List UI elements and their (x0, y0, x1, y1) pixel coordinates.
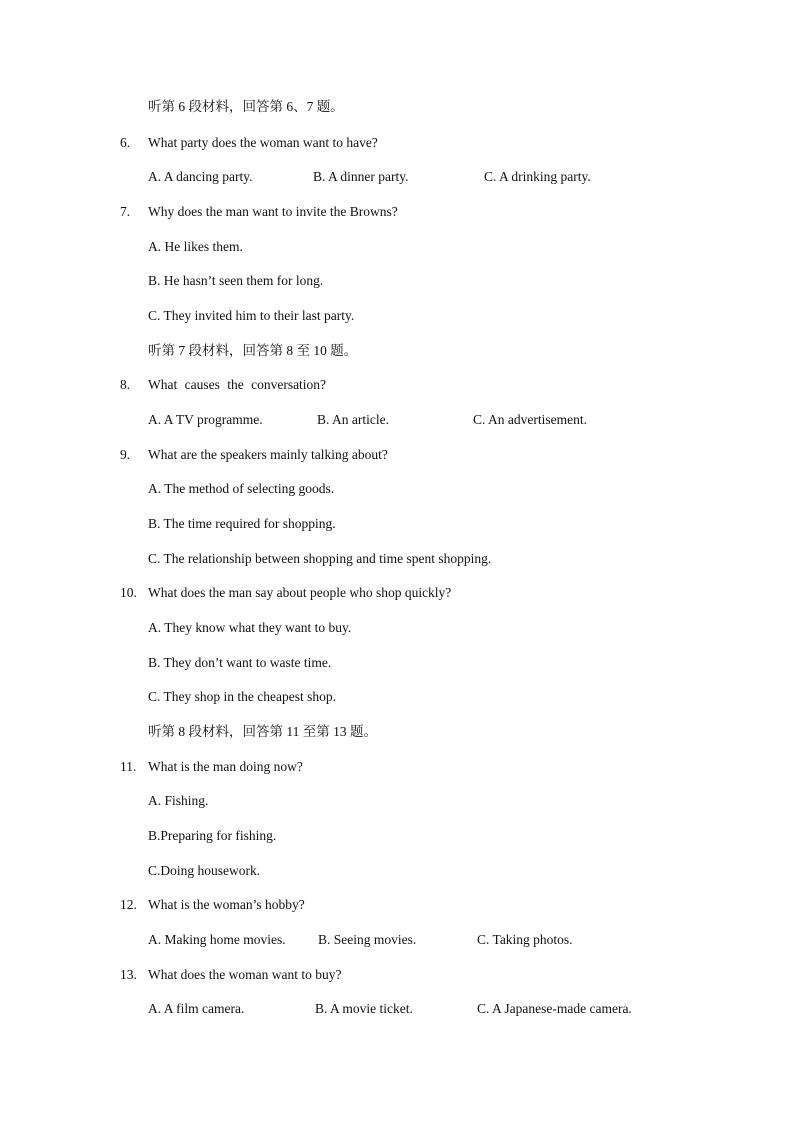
option-b: B. A dinner party. (313, 169, 409, 184)
option-b: B. They don’t want to waste time. (148, 655, 332, 670)
section-heading: 听第 7 段材料，回答第 8 至 10 题。 (148, 343, 358, 358)
option-c: C. They shop in the cheapest shop. (148, 689, 336, 704)
option-b: B. A movie ticket. (315, 1001, 413, 1016)
option-b: B. Seeing movies. (318, 932, 417, 947)
question-text: Why does the man want to invite the Browns? (148, 204, 398, 219)
question-text: What are the speakers mainly talking about? (148, 447, 388, 462)
question-text: What does the man say about people who shop quickly? (148, 585, 452, 600)
option-c: C. Taking photos. (477, 932, 573, 947)
question-number: 6. (120, 135, 131, 150)
section-heading: 听第 8 段材料，回答第 11 至第 13 题。 (148, 724, 377, 739)
question-number: 8. (120, 377, 131, 392)
option-c: C. A drinking party. (484, 169, 591, 184)
option-c: C. A Japanese-made camera. (477, 1001, 632, 1016)
question-number: 9. (120, 447, 131, 462)
option-a: A. Making home movies. (148, 932, 286, 947)
option-a: A. A TV programme. (148, 412, 263, 427)
option-a: A. The method of selecting goods. (148, 481, 335, 496)
question-number: 12. (120, 897, 137, 912)
question-text: What party does the woman want to have? (148, 135, 378, 150)
option-a: A. Fishing. (148, 793, 209, 808)
question-text: What causes the conversation? (148, 377, 327, 392)
option-a: A. They know what they want to buy. (148, 620, 352, 635)
option-b: B. He hasn’t seen them for long. (148, 273, 324, 288)
option-b: B.Preparing for fishing. (148, 828, 277, 843)
option-b: B. The time required for shopping. (148, 516, 336, 531)
option-a: A. He likes them. (148, 239, 243, 254)
section-heading: 听第 6 段材料，回答第 6、7 题。 (148, 99, 344, 114)
option-c: C. The relationship between shopping and time spent shopping. (148, 551, 492, 566)
question-number: 7. (120, 204, 131, 219)
option-b: B. An article. (317, 412, 389, 427)
option-a: A. A film camera. (148, 1001, 245, 1016)
option-c: C. They invited him to their last party. (148, 308, 355, 323)
option-a: A. A dancing party. (148, 169, 253, 184)
question-text: What is the man doing now? (148, 759, 303, 774)
question-number: 10. (120, 585, 137, 600)
question-number: 11. (120, 759, 137, 774)
option-c: C.Doing housework. (148, 863, 261, 878)
question-text: What does the woman want to buy? (148, 967, 342, 982)
option-c: C. An advertisement. (473, 412, 587, 427)
question-text: What is the woman’s hobby? (148, 897, 305, 912)
question-number: 13. (120, 967, 137, 982)
